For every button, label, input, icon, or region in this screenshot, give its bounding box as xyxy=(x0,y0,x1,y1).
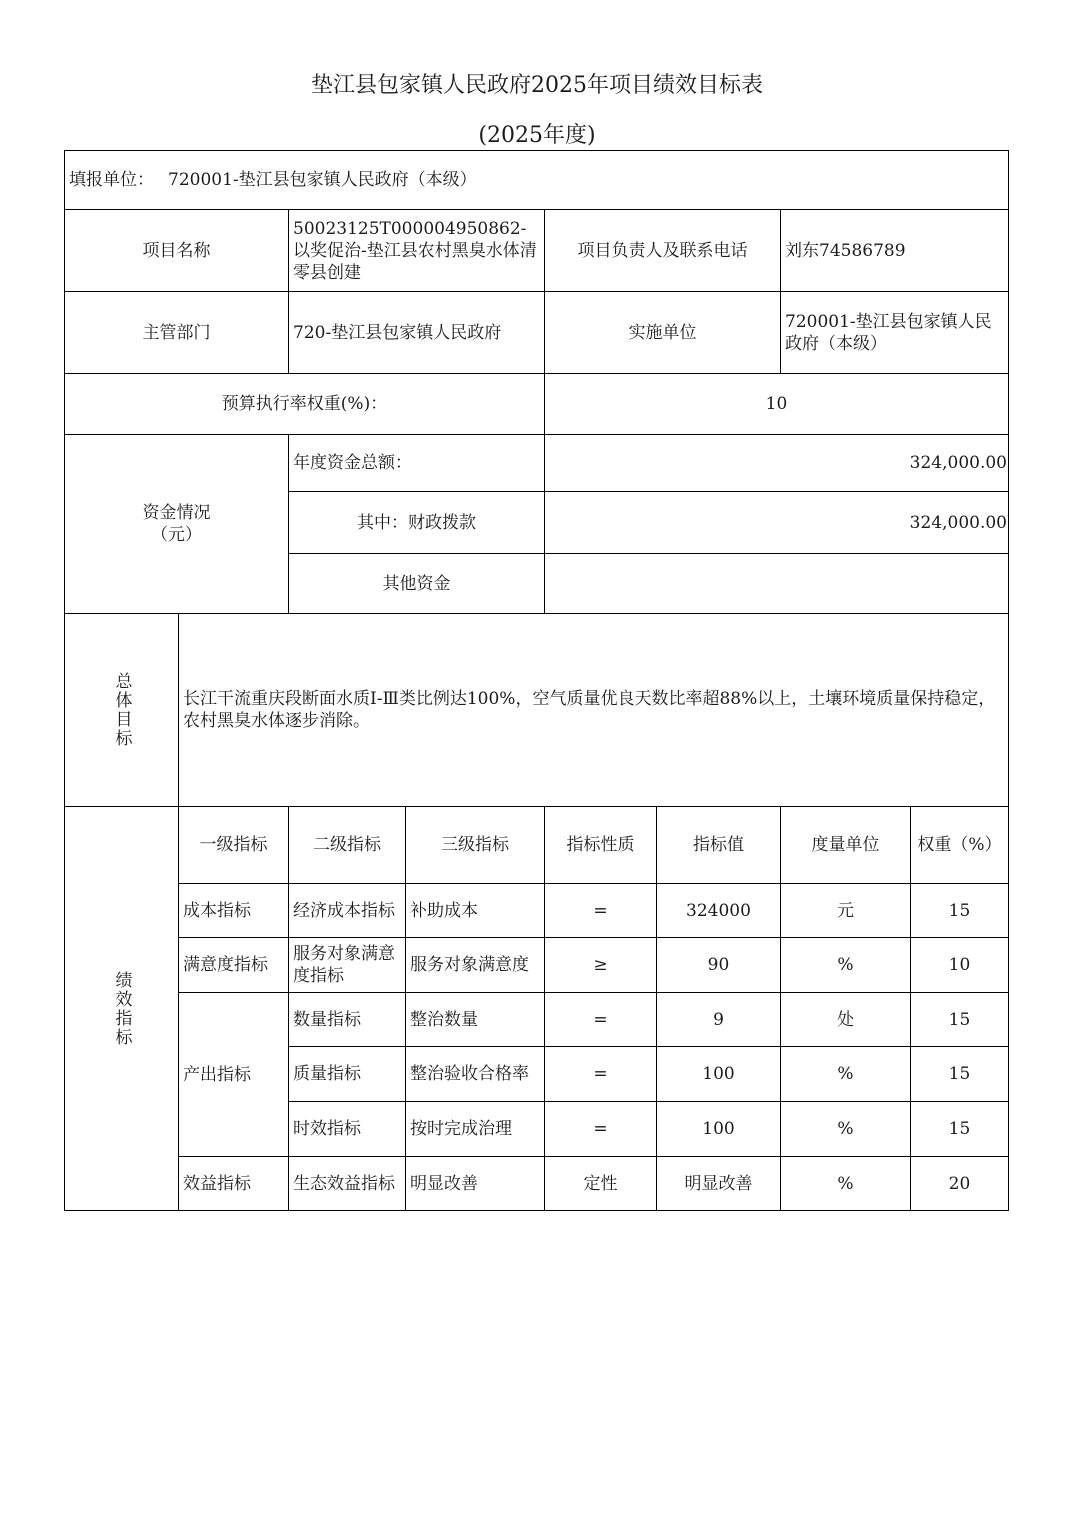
overall-goal-label: 总体目标 xyxy=(111,672,132,748)
row-weight: 10 xyxy=(910,937,1009,993)
level1-cost: 成本指标 xyxy=(178,883,289,938)
header-level3: 三级指标 xyxy=(405,806,545,884)
fiscal-value: 324,000.00 xyxy=(544,491,1009,554)
row-value: 324000 xyxy=(656,883,781,938)
header-nature: 指标性质 xyxy=(544,806,657,884)
row-unit: 元 xyxy=(780,883,911,938)
row-level3: 明显改善 xyxy=(405,1156,545,1211)
header-level2: 二级指标 xyxy=(288,806,406,884)
header-weight: 权重（%） xyxy=(910,806,1009,884)
row-level3: 整治数量 xyxy=(405,992,545,1047)
performance-label: 绩效指标 xyxy=(111,970,132,1047)
row-value: 100 xyxy=(656,1046,781,1102)
reporting-unit-value: 720001-垫江县包家镇人民政府（本级） xyxy=(168,170,477,190)
row-unit: % xyxy=(780,1101,911,1157)
row-value: 明显改善 xyxy=(656,1156,781,1211)
page-subtitle: (2025年度) xyxy=(478,123,596,148)
row-level3: 按时完成治理 xyxy=(405,1101,545,1157)
row-nature: = xyxy=(544,1101,657,1157)
page-title: 垫江县包家镇人民政府2025年项目绩效目标表 xyxy=(311,73,763,98)
overall-goal-value: 长江干流重庆段断面水质Ⅰ-Ⅲ类比例达100%，空气质量优良天数比率超88%以上，土壤环境质量保持稳定，农村黑臭水体逐步消除。 xyxy=(178,613,1009,807)
row-level3: 服务对象满意度 xyxy=(405,937,545,993)
budget-weight-value: 10 xyxy=(544,373,1009,435)
reporting-unit-label: 填报单位： xyxy=(69,170,154,190)
other-funds-value xyxy=(544,553,1009,614)
row-weight: 15 xyxy=(910,992,1009,1047)
row-weight: 15 xyxy=(910,1046,1009,1102)
project-lead-value: 刘东74586789 xyxy=(780,209,1009,292)
funds-label: 资金情况 xyxy=(142,503,211,523)
header-level1: 一级指标 xyxy=(178,806,289,884)
level1-benefit: 效益指标 xyxy=(178,1156,289,1211)
header-value: 指标值 xyxy=(656,806,781,884)
row-level2: 时效指标 xyxy=(288,1101,406,1157)
row-level2: 质量指标 xyxy=(288,1046,406,1102)
row-nature: = xyxy=(544,1046,657,1102)
row-nature: ≥ xyxy=(544,937,657,993)
row-nature: = xyxy=(544,992,657,1047)
implementing-unit-label: 实施单位 xyxy=(544,291,781,374)
budget-weight-label: 预算执行率权重(%)： xyxy=(64,373,545,435)
level1-output: 产出指标 xyxy=(178,992,289,1157)
annual-total-value: 324,000.00 xyxy=(544,434,1009,492)
funds-label-cell xyxy=(64,434,289,614)
performance-label-cell xyxy=(64,806,179,1211)
row-unit: % xyxy=(780,1156,911,1211)
row-nature: = xyxy=(544,883,657,938)
row-level2: 生态效益指标 xyxy=(288,1156,406,1211)
row-value: 100 xyxy=(656,1101,781,1157)
annual-total-label: 年度资金总额： xyxy=(288,434,545,492)
department-label: 主管部门 xyxy=(64,291,289,374)
project-lead-label: 项目负责人及联系电话 xyxy=(544,209,781,292)
row-weight: 15 xyxy=(910,1101,1009,1157)
level1-satisfaction: 满意度指标 xyxy=(178,937,289,993)
implementing-unit-value: 720001-垫江县包家镇人民政府（本级） xyxy=(780,291,1009,374)
overall-goal-label-cell xyxy=(64,613,179,807)
row-weight: 20 xyxy=(910,1156,1009,1211)
row-level2: 数量指标 xyxy=(288,992,406,1047)
row-unit: 处 xyxy=(780,992,911,1047)
row-value: 9 xyxy=(656,992,781,1047)
header-unit: 度量单位 xyxy=(780,806,911,884)
row-value: 90 xyxy=(656,937,781,993)
row-nature: 定性 xyxy=(544,1156,657,1211)
other-funds-label: 其他资金 xyxy=(288,553,545,614)
row-level2: 经济成本指标 xyxy=(288,883,406,938)
row-level3: 补助成本 xyxy=(405,883,545,938)
row-unit: % xyxy=(780,937,911,993)
department-value: 720-垫江县包家镇人民政府 xyxy=(288,291,545,374)
row-unit: % xyxy=(780,1046,911,1102)
project-name-value: 50023125T000004950862-以奖促治-垫江县农村黑臭水体清零县创建 xyxy=(288,209,545,292)
project-name-label: 项目名称 xyxy=(64,209,289,292)
reporting-unit-row xyxy=(64,150,1009,210)
row-level3: 整治验收合格率 xyxy=(405,1046,545,1102)
fiscal-label: 其中：财政拨款 xyxy=(288,491,545,554)
row-level2: 服务对象满意度指标 xyxy=(288,937,406,993)
funds-unit: （元） xyxy=(151,525,202,545)
row-weight: 15 xyxy=(910,883,1009,938)
